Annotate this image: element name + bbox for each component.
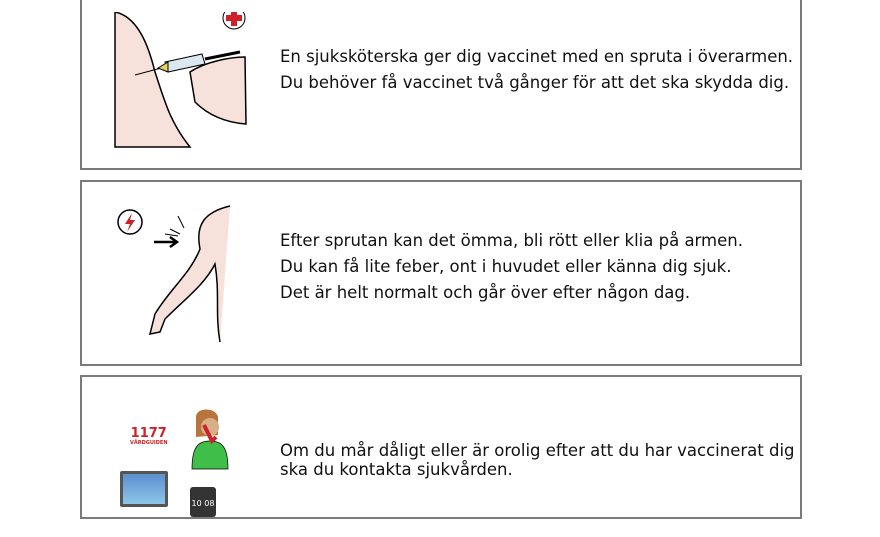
nurse-phone-icon bbox=[188, 407, 232, 477]
card-side-effects bbox=[80, 180, 802, 366]
text-line: Du behöver få vaccinet två gånger för att det ska skydda dig. bbox=[280, 73, 790, 92]
card-text bbox=[280, 44, 793, 96]
phone-icon: 10 08 bbox=[190, 487, 216, 517]
logo-number: 1177 bbox=[130, 426, 167, 441]
text-line: Om du mår dåligt eller är orolig efter att du har vaccinerat dig bbox=[280, 441, 795, 460]
logo-1177 bbox=[130, 427, 168, 446]
text-line: Det är helt normalt och går över efter någon dag. bbox=[280, 283, 691, 302]
logo-text: VÅRDGUIDEN bbox=[130, 440, 168, 446]
text-line: Efter sprutan kan det ömma, bli rött eller klia på armen. bbox=[280, 231, 743, 250]
card-text bbox=[280, 441, 795, 479]
contact-healthcare-icon bbox=[110, 397, 252, 537]
vaccine-injection-icon bbox=[110, 12, 252, 152]
card-text bbox=[280, 228, 743, 306]
text-line: ska du kontakta sjukvården. bbox=[280, 460, 513, 479]
card-contact-healthcare bbox=[80, 375, 802, 519]
text-line: En sjuksköterska ger dig vaccinet med en spruta i överarmen. bbox=[280, 47, 794, 66]
sore-arm-icon bbox=[110, 204, 252, 344]
card-vaccination bbox=[80, 0, 802, 170]
laptop-icon bbox=[120, 471, 168, 507]
text-line: Du kan få lite feber, ont i huvudet eller känna dig sjuk. bbox=[280, 257, 732, 276]
